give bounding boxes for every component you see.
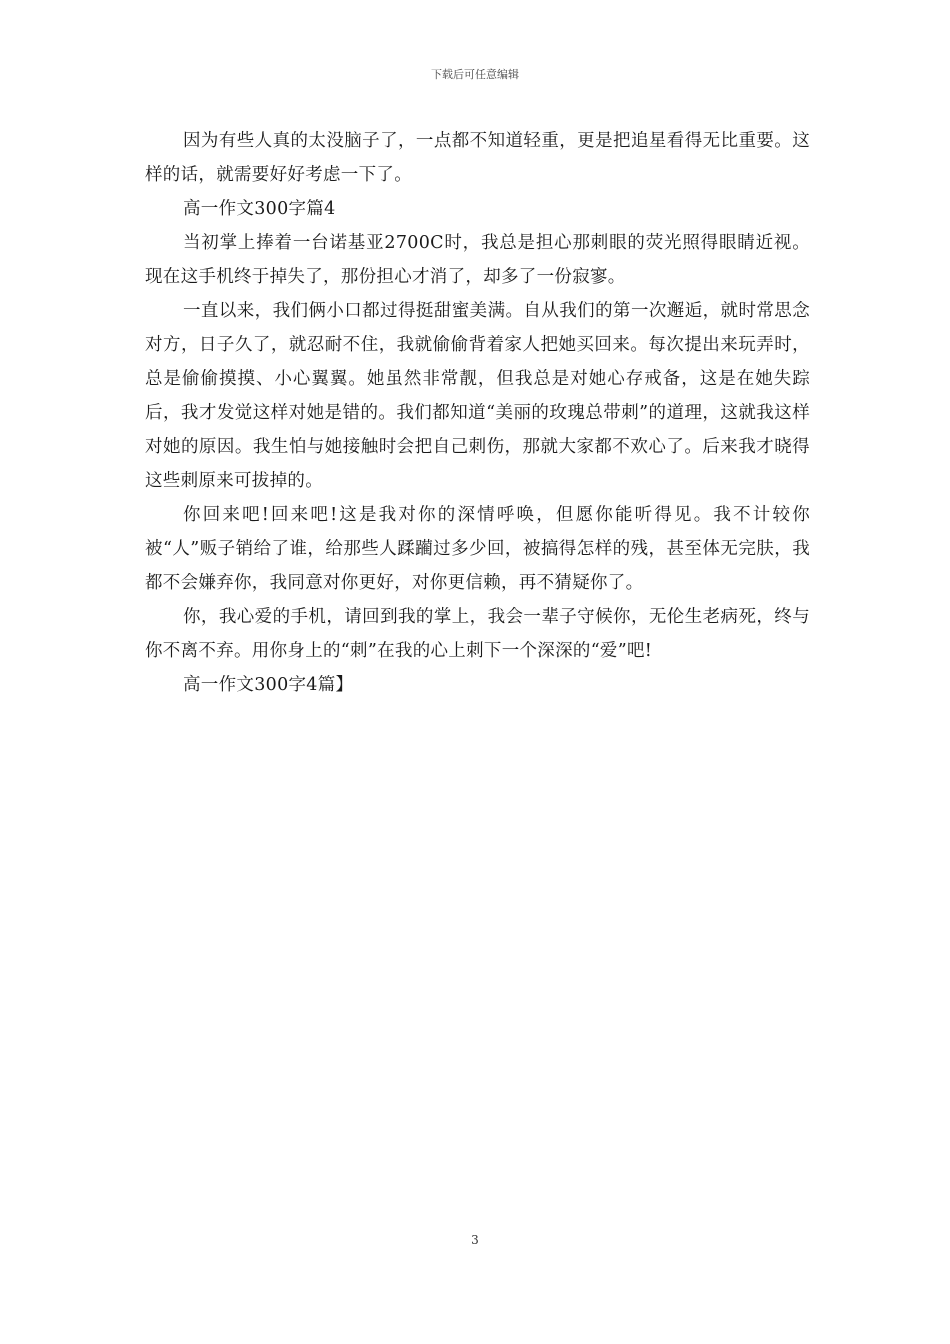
paragraph: 因为有些人真的太没脑子了，一点都不知道轻重，更是把追星看得无比重要。这样的话，就需要好好考虑一下了。 [145,131,810,185]
section-heading: 高一作文300字篇4 [183,199,336,219]
document-body [145,124,810,702]
paragraph: 你回来吧!回来吧!这是我对你的深情呼唤，但愿你能听得见。我不计较你被“人”贩子销给了谁，给那些人蹂躏过多少回，被搞得怎样的残，甚至体无完肤，我都不会嫌弃你，我同意对你更好，对你更信赖，再不猜疑你了。 [145,505,810,593]
section-heading: 高一作文300字4篇】 [183,675,354,695]
page-header: 下载后可任意编辑 [431,68,519,81]
paragraph: 你，我心爱的手机，请回到我的掌上，我会一辈子守候你，无伦生老病死，终与你不离不弃。用你身上的“刺”在我的心上刺下一个深深的“爱”吧! [145,607,810,661]
paragraph: 当初掌上捧着一台诺基亚2700C时，我总是担心那刺眼的荧光照得眼睛近视。现在这手机终于掉失了，那份担心才消了，却多了一份寂寥。 [145,233,810,287]
page-number: 3 [471,1233,479,1247]
paragraph: 一直以来，我们俩小口都过得挺甜蜜美满。自从我们的第一次邂逅，就时常思念对方，日子久了，就忍耐不住，我就偷偷背着家人把她买回来。每次提出来玩弄时，总是偷偷摸摸、小心翼翼。她虽然非常靓，但我总是对她心存戒备，这是在她失踪后，我才发觉这样对她是错的。我们都知道“美丽的玫瑰总带刺”的道理，这就我这样对她的原因。我生怕与她接触时会把自己刺伤，那就大家都不欢心了。后来我才晓得这些刺原来可拔掉的。 [145,301,810,491]
